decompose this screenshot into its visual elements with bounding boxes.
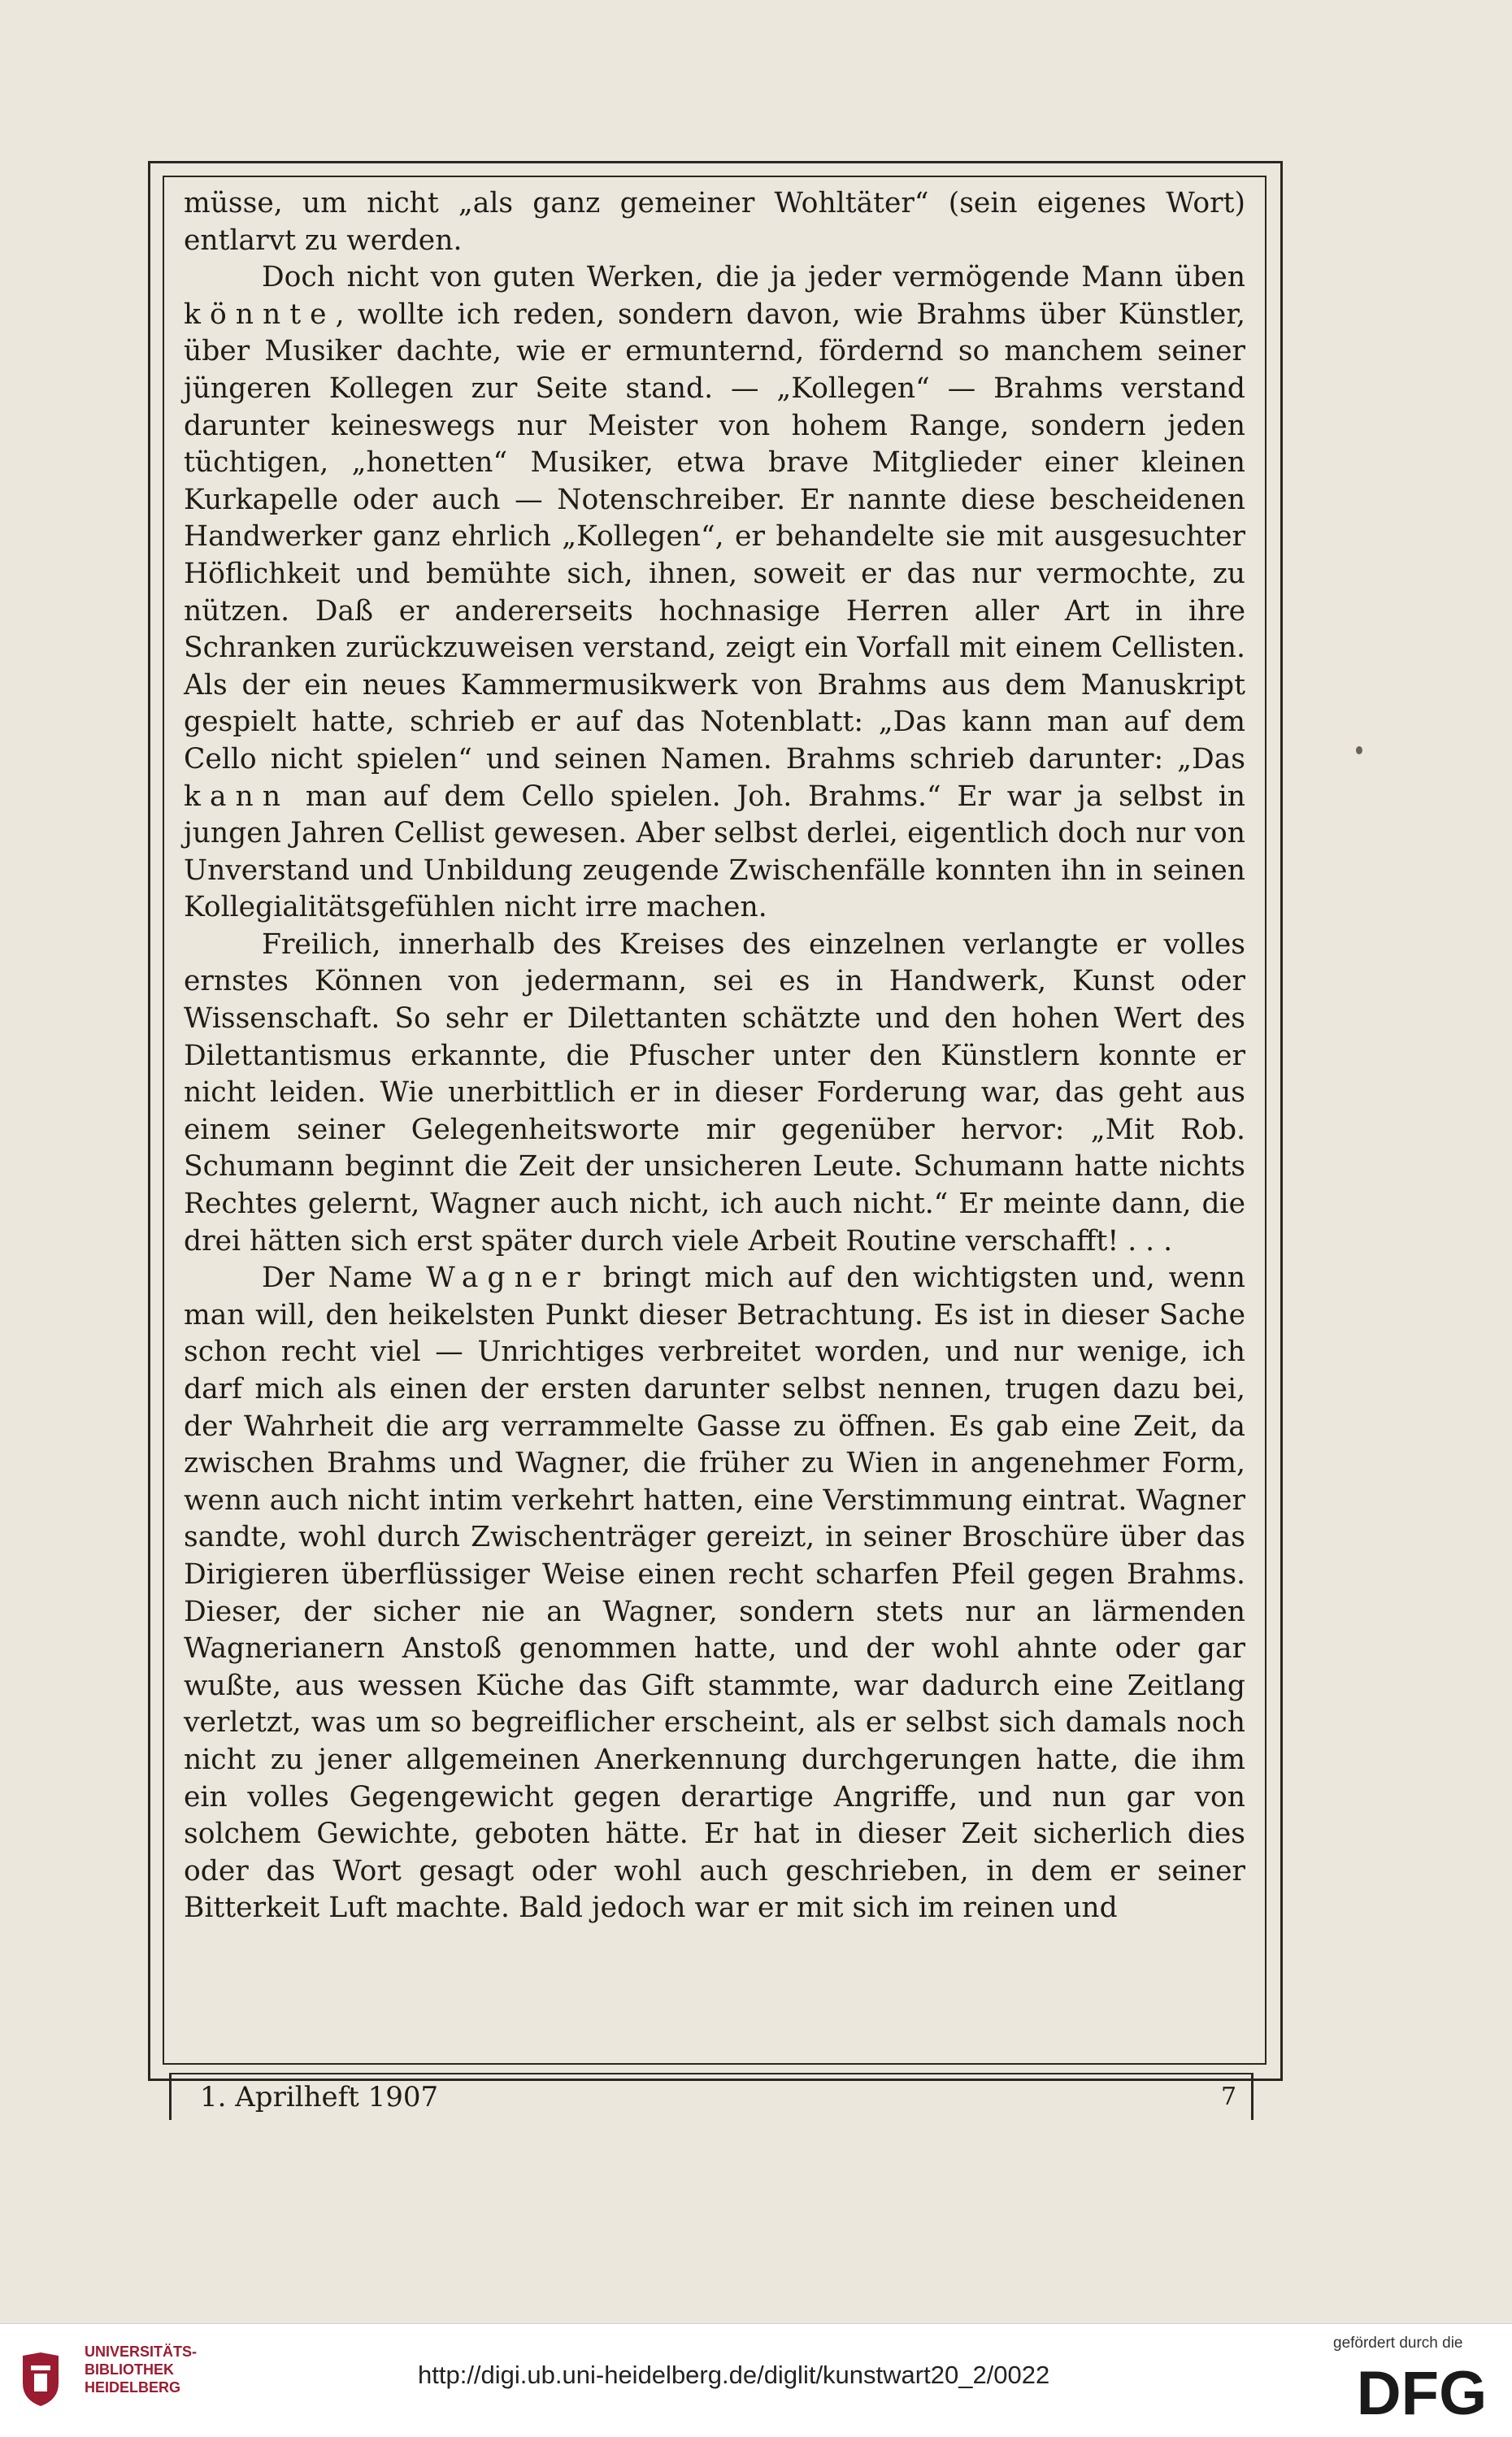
paragraph-text: bringt mich auf den wichtigsten und, wenn man will, den heikelsten Punkt dieser Betrachtung. Es ist in dieser Sache schon recht viel — Unrichtiges verbreitet worden, und nur wenige, ich darf mich als einen der ersten darunter selbst nennen, trugen dazu bei, der Wahrheit die arg verrammelte Gasse zu öffnen. Es gab eine Zeit, da zwischen Brahms und Wagner, die früher zu Wien in angenehmer Form, wenn auch nicht intim verkehrt hatten, eine Verstimmung eintrat. Wagner sandte, wohl durch Zwischenträger gereizt, in seiner Broschüre über das Dirigieren überflüssiger Weise einen recht scharfen Pfeil gegen Brahms. Dieser, der sicher nie an Wagner, sondern stets nur an lärmenden Wagnerianern Anstoß genommen hatte, und der wohl ahnte oder gar wußte, aus wessen Küche das Gift stammte, war dadurch eine Zeitlang verletzt, was um so begreiflicher erscheint, als er selbst sich damals noch nicht zu jener allgemeinen Anerkennung durchgerungen hatte, die ihm ein volles Gegengewicht gegen derartige Angriffe, und nun gar von solchem Gewichte, geboten hätte. Er hat in dieser Zeit sicherlich dies oder das Wort gesagt oder wohl auch geschrieben, in dem er seiner Bitterkeit Luft machte. Bald jedoch war er mit sich im reinen und xyxy=(184,1262,1245,1925)
library-name-line3: HEIDELBERG xyxy=(85,2379,181,2396)
funded-by-label: gefördert durch die xyxy=(1333,2335,1463,2352)
paragraph-text: Doch nicht von guten Werken, die ja jeder vermögende Mann üben xyxy=(262,261,1245,294)
paragraph xyxy=(184,927,1245,1260)
ink-spot xyxy=(1356,746,1362,754)
library-logo-text[interactable] xyxy=(85,2343,197,2396)
dfg-logo-text: DFG xyxy=(1356,2359,1488,2424)
article-body xyxy=(184,185,1245,1927)
emphasized-text: Wagner xyxy=(426,1262,589,1295)
dfg-logo-icon[interactable] xyxy=(1345,2359,1499,2424)
emphasized-text: kann xyxy=(184,780,290,813)
paragraph-text: , wollte ich reden, sondern davon, wie Brahms über Künstler, über Musiker dachte, wie er ermunternd, fördernd so manchem seiner jüngeren Kollegen zur Seite stand. — „Kollegen“ — Brahms verstand darunter keineswegs nur Meister von hohem Range, sondern jeden tüchtigen, „honetten“ Musiker, etwa brave Mitglieder einer kleinen Kurkapelle oder auch — Notenschreiber. Er nannte diese bescheidenen Handwerker ganz ehrlich „Kollegen“, er behandelte sie mit ausgesuchter Höflichkeit und bemühte sich, ihnen, soweit er das nur vermochte, zu nützen. Daß er andererseits hochnasige Herren aller Art in ihre Schranken zurückzuweisen verstand, zeigt ein Vorfall mit einem Cellisten. Als der ein neues Kammermusikwerk von Brahms aus dem Manuskript gespielt hatte, schrieb er auf das Notenblatt: „Das kann man auf dem Cello nicht spielen“ und seinen Namen. Brahms schrieb darunter: „Das xyxy=(184,298,1245,775)
paragraph-text: Der Name xyxy=(262,1262,427,1295)
library-name-line1: UNIVERSITÄTS- xyxy=(85,2344,198,2360)
paragraph-text: Freilich, innerhalb des Kreises des einzelnen verlangte er volles ernstes Können von jedermann, sei es in Handwerk, Kunst oder Wissenschaft. So sehr er Dilettanten schätzte und den hohen Wert des Dilettantismus erkannte, die Pfuscher unter den Künstlern konnte er nicht leiden. Wie unerbittlich er in dieser Forderung war, das geht aus einem seiner Gelegenheitsworte mir gegenüber hervor: „Mit Rob. Schumann beginnt die Zeit der unsicheren Leute. Schumann hatte nichts Rechtes gelernt, Wagner auch nicht, ich auch nicht.“ Er meinte dann, die drei hätten sich erst später durch viele Arbeit Routine verschafft! . . . xyxy=(184,927,1245,1258)
issue-label: 1. Aprilheft 1907 xyxy=(200,2081,439,2113)
paragraph xyxy=(184,1260,1245,1927)
paragraph xyxy=(184,185,1245,259)
permalink-url[interactable]: http://digi.ub.uni-heidelberg.de/diglit/kunstwart20_2/0022 xyxy=(418,2361,1050,2389)
university-seal-icon xyxy=(16,2351,65,2408)
emphasized-text: könnte xyxy=(184,298,336,331)
library-name-line2: BIBLIOTHEK xyxy=(85,2361,174,2378)
paragraph xyxy=(184,259,1245,927)
page-number: 7 xyxy=(1221,2083,1237,2111)
paragraph-text: man auf dem Cello spielen. Joh. Brahms.“ Er war ja selbst in jungen Jahren Cellist gewesen. Aber selbst derlei, eigentlich doch nur von Unverstand und Unbildung zeugende Zwischenfälle konnten ihn in seinen Kollegialitätsgefühlen nicht irre machen. xyxy=(184,780,1245,924)
paragraph-text: müsse, um nicht „als ganz gemeiner Wohltäter“ (sein eigenes Wort) entlarvt zu werden. xyxy=(184,187,1245,257)
